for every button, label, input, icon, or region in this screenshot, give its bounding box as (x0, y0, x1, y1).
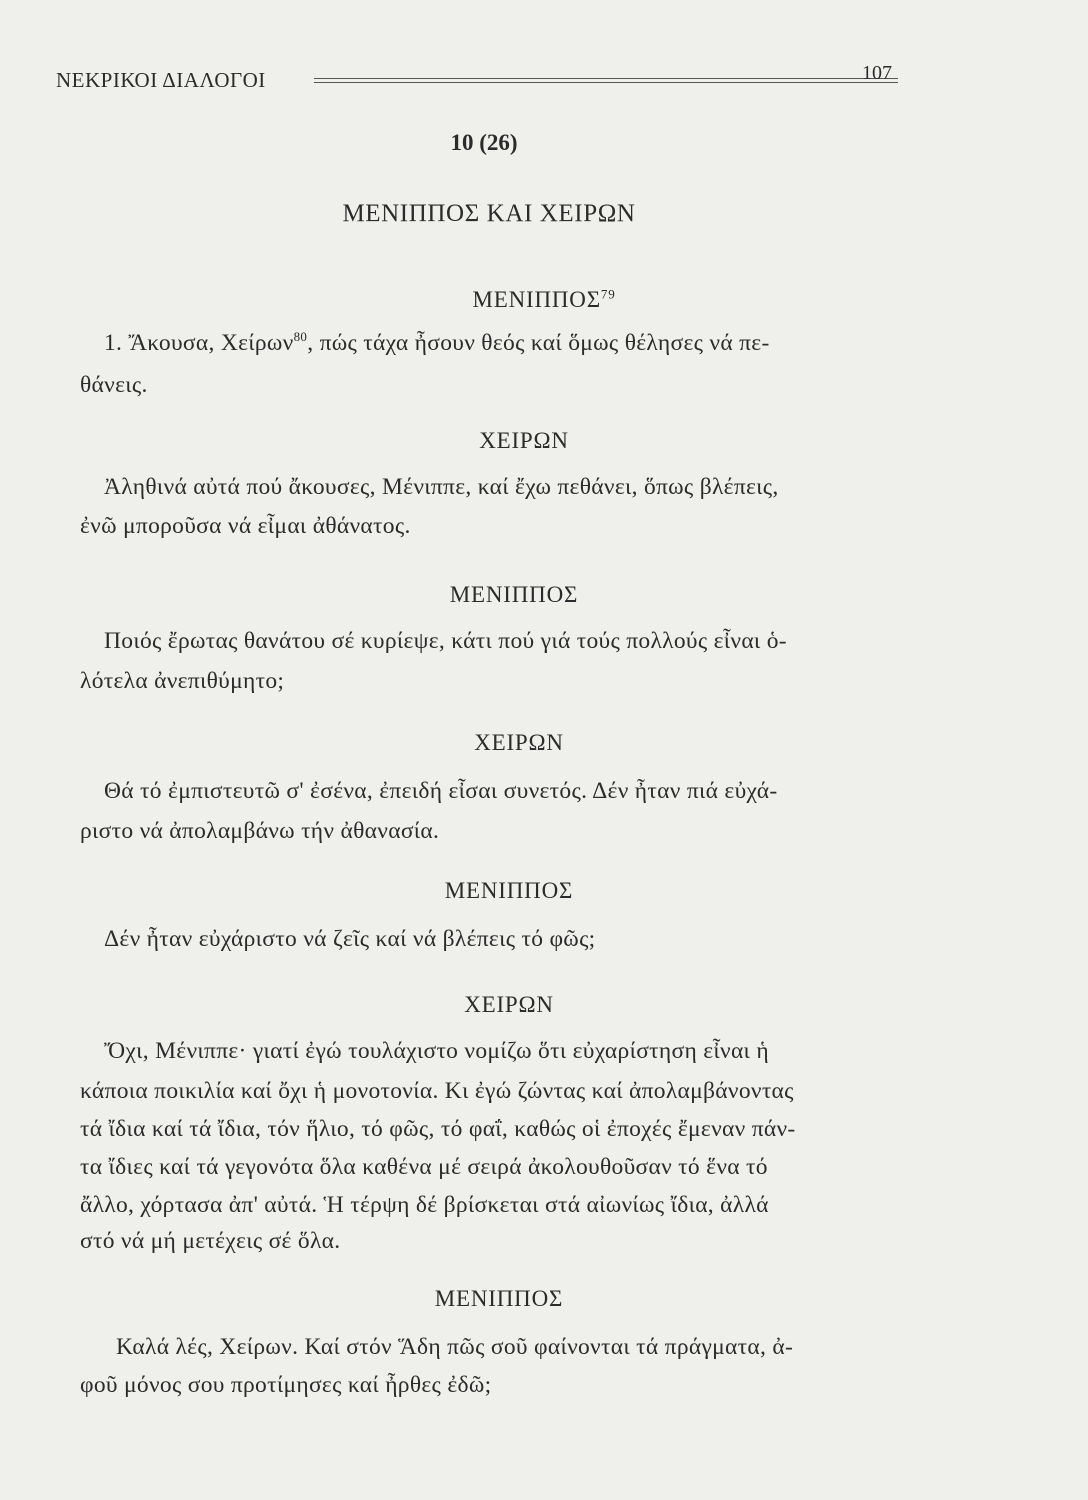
running-header (56, 62, 892, 92)
speaker-name: ΜΕΝΙΠΠΟΣ$^{79}$ (472, 286, 616, 312)
text-line: Ποιός ἔρωτας θανάτου σέ κυρίεψε, κάτι πού γιά τούς πολλούς εἶναι ὁ- (104, 628, 787, 654)
text-line: Ὄχι, Μένιππε· γιατί ἐγώ τουλάχιστο νομίζω ὅτι εὐχαρίστηση εἶναι ἡ (104, 1038, 769, 1064)
text-line: ριστο νά ἀπολαμβάνω τήν ἀθανασία. (80, 818, 440, 844)
text-line: τα ἴδιες καί τά γεγονότα ὅλα καθένα μέ σειρά ἀκολουθοῦσαν τό ἕνα τό (80, 1154, 768, 1180)
speaker-name: ΜΕΝΙΠΠΟΣ (444, 878, 574, 903)
text-line: θάνεις. (80, 372, 148, 398)
header-rule (314, 78, 898, 83)
footnote-marker: 80 (293, 329, 308, 345)
text-line: Δέν ἦταν εὐχάριστο νά ζεῖς καί νά βλέπεις τό φῶς; (104, 926, 596, 952)
speaker-name: ΧΕΙΡΩΝ (479, 428, 569, 453)
text-line: 1. Ἄκουσα, Χείρων$^{80}$, πώς τάχα ἦσουν θεός καί ὅμως θέλησες νά πε- (104, 329, 770, 356)
dialogue-number: 10 (26) (450, 130, 518, 155)
text-line: τά ἴδια καί τά ἴδια, τόν ἥλιο, τό φῶς, τό φαΐ, καθώς οἱ ἐποχές ἔμεναν πάν- (80, 1116, 796, 1142)
text-line: στό νά μή μετέχεις σέ ὅλα. (80, 1228, 341, 1254)
text-line: κάποια ποικιλία καί ὄχι ἡ μονοτονία. Κι ἐγώ ζώντας καί ἀπολαμβάνοντας (80, 1078, 794, 1104)
text-line: λότελα ἀνεπιθύμητο; (80, 668, 285, 694)
dialogue-title: ΜΕΝΙΠΠΟΣ ΚΑΙ ΧΕΙΡΩΝ (342, 200, 636, 227)
text-line: Καλά λές, Χείρων. Καί στόν Ἅδη πῶς σοῦ φαίνονται τά πράγματα, ἀ- (116, 1334, 794, 1360)
running-title: ΝΕΚΡΙΚΟΙ ΔΙΑΛΟΓΟΙ (56, 68, 266, 92)
speaker-name: ΧΕΙΡΩΝ (474, 730, 564, 755)
text-line: Θά τό ἐμπιστευτῶ σ' ἐσένα, ἐπειδή εἶσαι συνετός. Δέν ἦταν πιά εὐχά- (104, 778, 778, 804)
speaker-name: ΧΕΙΡΩΝ (464, 992, 554, 1017)
text-line: ἐνῶ μποροῦσα νά εἶμαι ἀθάνατος. (80, 513, 411, 539)
speaker-name: ΜΕΝΙΠΠΟΣ (449, 582, 579, 607)
text-line: Ἀληθινά αὐτά πού ἄκουσες, Μένιππε, καί ἔχω πεθάνει, ὅπως βλέπεις, (104, 474, 779, 500)
footnote-marker: 79 (600, 286, 616, 302)
speaker-name: ΜΕΝΙΠΠΟΣ (434, 1286, 564, 1311)
text-line: ἄλλο, χόρτασα ἀπ' αὐτά. Ἡ τέρψη δέ βρίσκεται στά αἰωνίως ἴδια, ἀλλά (80, 1192, 769, 1218)
page-number: 107 (862, 62, 892, 84)
text-line: φοῦ μόνος σου προτίμησες καί ἦρθες ἐδῶ; (80, 1372, 492, 1398)
